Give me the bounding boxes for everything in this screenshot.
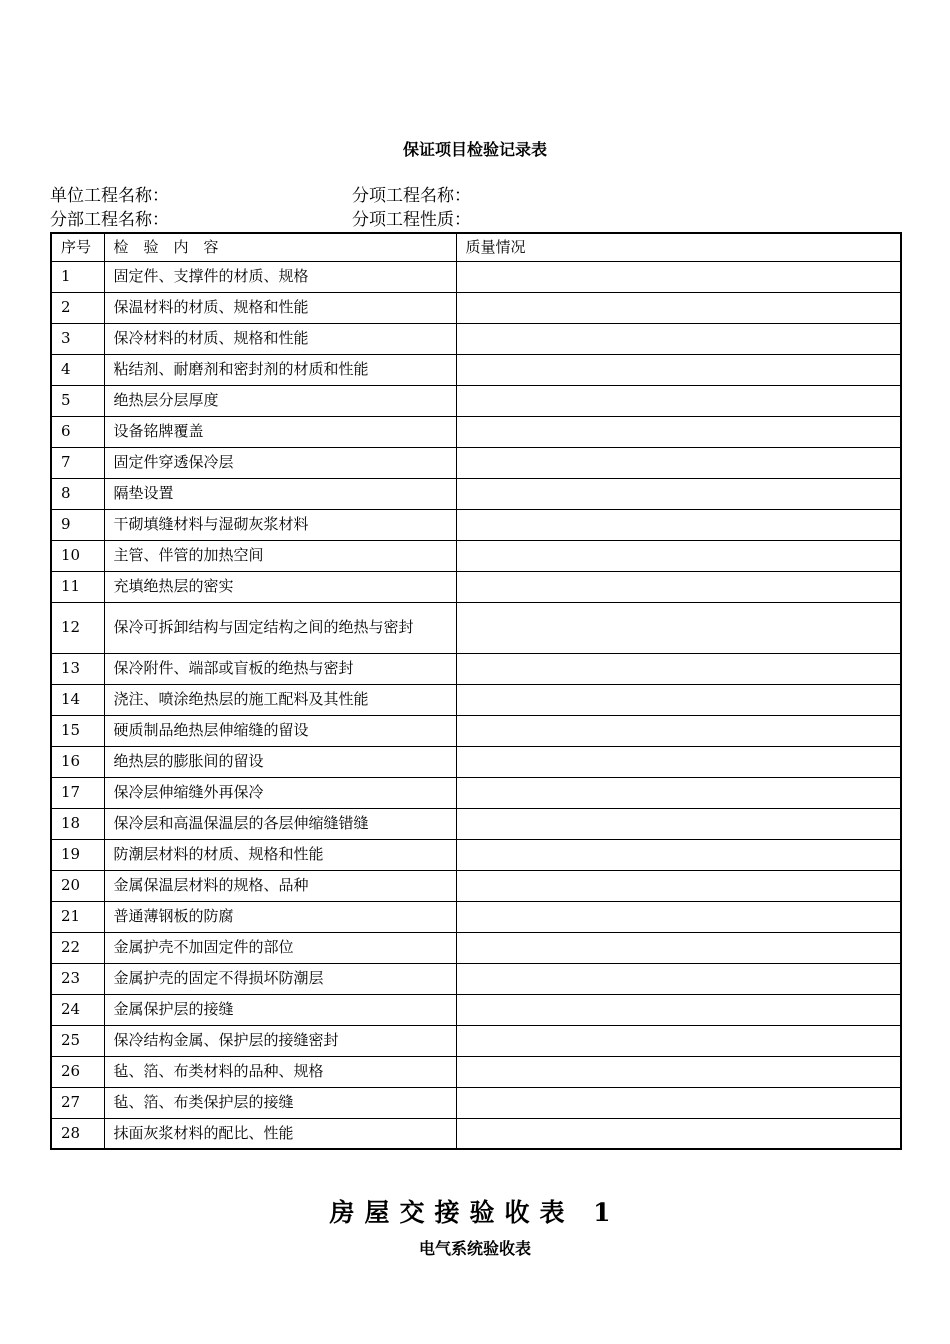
inspection-content-cell: 金属护壳的固定不得损坏防潮层 <box>104 963 456 994</box>
quality-status-cell[interactable] <box>456 963 901 994</box>
quality-status-cell[interactable] <box>456 653 901 684</box>
sub-item-nature-label: 分项工程性质： <box>352 210 471 230</box>
quality-status-cell[interactable] <box>456 715 901 746</box>
next-section-title: 房屋交接验收表 1 <box>329 1198 621 1227</box>
table-row <box>51 1056 901 1087</box>
inspection-content-cell: 金属护壳不加固定件的部位 <box>104 932 456 963</box>
inspection-content-cell: 保温材料的材质、规格和性能 <box>104 292 456 323</box>
inspection-content-cell: 保冷结构金属、保护层的接缝密封 <box>104 1025 456 1056</box>
row-number-cell: 6 <box>51 416 104 447</box>
quality-status-cell[interactable] <box>456 416 901 447</box>
quality-status-cell[interactable] <box>456 1118 901 1149</box>
inspection-content-cell: 固定件穿透保冷层 <box>104 447 456 478</box>
quality-status-cell[interactable] <box>456 839 901 870</box>
table-row <box>51 684 901 715</box>
table-row <box>51 715 901 746</box>
table-row <box>51 746 901 777</box>
quality-status-cell[interactable] <box>456 323 901 354</box>
inspection-content-cell: 抹面灰浆材料的配比、性能 <box>104 1118 456 1149</box>
row-number-cell: 9 <box>51 509 104 540</box>
table-row <box>51 1025 901 1056</box>
inspection-content-cell: 绝热层分层厚度 <box>104 385 456 416</box>
table-row <box>51 901 901 932</box>
inspection-content-cell: 隔垫设置 <box>104 478 456 509</box>
quality-status-cell[interactable] <box>456 478 901 509</box>
quality-status-cell[interactable] <box>456 684 901 715</box>
quality-status-cell[interactable] <box>456 901 901 932</box>
table-row <box>51 416 901 447</box>
inspection-content-cell: 保冷可拆卸结构与固定结构之间的绝热与密封 <box>104 602 456 653</box>
inspection-content-cell: 固定件、支撑件的材质、规格 <box>104 261 456 292</box>
quality-status-cell[interactable] <box>456 602 901 653</box>
table-row <box>51 870 901 901</box>
quality-status-cell[interactable] <box>456 808 901 839</box>
quality-status-cell[interactable] <box>456 447 901 478</box>
quality-status-cell[interactable] <box>456 292 901 323</box>
inspection-content-cell: 干砌填缝材料与湿砌灰浆材料 <box>104 509 456 540</box>
inspection-table <box>50 232 902 1150</box>
row-number-cell: 2 <box>51 292 104 323</box>
quality-status-cell[interactable] <box>456 261 901 292</box>
inspection-content-cell: 保冷层和高温保温层的各层伸缩缝错缝 <box>104 808 456 839</box>
row-number-cell: 14 <box>51 684 104 715</box>
division-project-label: 分部工程名称： <box>50 210 169 230</box>
quality-status-cell[interactable] <box>456 746 901 777</box>
row-number-cell: 22 <box>51 932 104 963</box>
sub-item-project-label: 分项工程名称： <box>352 186 471 206</box>
table-header-row <box>51 233 901 261</box>
row-number-cell: 20 <box>51 870 104 901</box>
table-row <box>51 447 901 478</box>
inspection-content-cell: 充填绝热层的密实 <box>104 571 456 602</box>
table-body <box>51 261 901 1149</box>
row-number-cell: 5 <box>51 385 104 416</box>
inspection-content-cell: 毡、箔、布类材料的品种、规格 <box>104 1056 456 1087</box>
inspection-content-cell: 毡、箔、布类保护层的接缝 <box>104 1087 456 1118</box>
inspection-content-cell: 普通薄钢板的防腐 <box>104 901 456 932</box>
row-number-cell: 11 <box>51 571 104 602</box>
row-number-cell: 26 <box>51 1056 104 1087</box>
row-number-cell: 18 <box>51 808 104 839</box>
inspection-content-cell: 粘结剂、耐磨剂和密封剂的材质和性能 <box>104 354 456 385</box>
row-number-cell: 13 <box>51 653 104 684</box>
row-number-cell: 3 <box>51 323 104 354</box>
table-row <box>51 994 901 1025</box>
row-number-cell: 1 <box>51 261 104 292</box>
inspection-content-cell: 设备铭牌覆盖 <box>104 416 456 447</box>
row-number-cell: 15 <box>51 715 104 746</box>
quality-status-cell[interactable] <box>456 932 901 963</box>
table-row <box>51 540 901 571</box>
quality-status-cell[interactable] <box>456 870 901 901</box>
table-row <box>51 509 901 540</box>
quality-status-cell[interactable] <box>456 777 901 808</box>
table-row <box>51 261 901 292</box>
table-row <box>51 1118 901 1149</box>
quality-status-cell[interactable] <box>456 540 901 571</box>
table-row <box>51 653 901 684</box>
table-row <box>51 932 901 963</box>
quality-status-cell[interactable] <box>456 1025 901 1056</box>
row-number-cell: 19 <box>51 839 104 870</box>
row-number-cell: 28 <box>51 1118 104 1149</box>
quality-status-cell[interactable] <box>456 385 901 416</box>
table-row <box>51 963 901 994</box>
inspection-content-cell: 金属保温层材料的规格、品种 <box>104 870 456 901</box>
quality-status-cell[interactable] <box>456 354 901 385</box>
meta-row-1 <box>50 184 900 208</box>
row-number-cell: 25 <box>51 1025 104 1056</box>
row-number-cell: 27 <box>51 1087 104 1118</box>
quality-status-cell[interactable] <box>456 994 901 1025</box>
inspection-content-cell: 保冷材料的材质、规格和性能 <box>104 323 456 354</box>
row-number-cell: 17 <box>51 777 104 808</box>
table-row <box>51 323 901 354</box>
row-number-cell: 12 <box>51 602 104 653</box>
inspection-content-cell: 防潮层材料的材质、规格和性能 <box>104 839 456 870</box>
row-number-cell: 8 <box>51 478 104 509</box>
inspection-content-cell: 绝热层的膨胀间的留设 <box>104 746 456 777</box>
document-title: 保证项目检验记录表 <box>402 140 547 159</box>
table-row <box>51 385 901 416</box>
inspection-content-cell: 主管、伴管的加热空间 <box>104 540 456 571</box>
table-row <box>51 478 901 509</box>
header-no: 序号 <box>51 233 104 261</box>
table-row <box>51 602 901 653</box>
table-row <box>51 354 901 385</box>
row-number-cell: 21 <box>51 901 104 932</box>
quality-status-cell[interactable] <box>456 1056 901 1087</box>
row-number-cell: 4 <box>51 354 104 385</box>
next-section-subtitle: 电气系统验收表 <box>418 1239 531 1258</box>
inspection-content-cell: 浇注、喷涂绝热层的施工配料及其性能 <box>104 684 456 715</box>
row-number-cell: 24 <box>51 994 104 1025</box>
inspection-content-cell: 保冷层伸缩缝外再保冷 <box>104 777 456 808</box>
quality-status-cell[interactable] <box>456 1087 901 1118</box>
table-row <box>51 292 901 323</box>
meta-row-2 <box>50 208 900 232</box>
unit-project-label: 单位工程名称： <box>50 186 169 206</box>
header-quality: 质量情况 <box>456 233 901 261</box>
table-row <box>51 1087 901 1118</box>
row-number-cell: 7 <box>51 447 104 478</box>
inspection-content-cell: 硬质制品绝热层伸缩缝的留设 <box>104 715 456 746</box>
row-number-cell: 23 <box>51 963 104 994</box>
row-number-cell: 16 <box>51 746 104 777</box>
header-content: 检 验 内 容 <box>104 233 456 261</box>
quality-status-cell[interactable] <box>456 571 901 602</box>
inspection-content-cell: 保冷附件、端部或盲板的绝热与密封 <box>104 653 456 684</box>
inspection-content-cell: 金属保护层的接缝 <box>104 994 456 1025</box>
row-number-cell: 10 <box>51 540 104 571</box>
table-row <box>51 777 901 808</box>
table-row <box>51 571 901 602</box>
table-row <box>51 839 901 870</box>
quality-status-cell[interactable] <box>456 509 901 540</box>
table-row <box>51 808 901 839</box>
